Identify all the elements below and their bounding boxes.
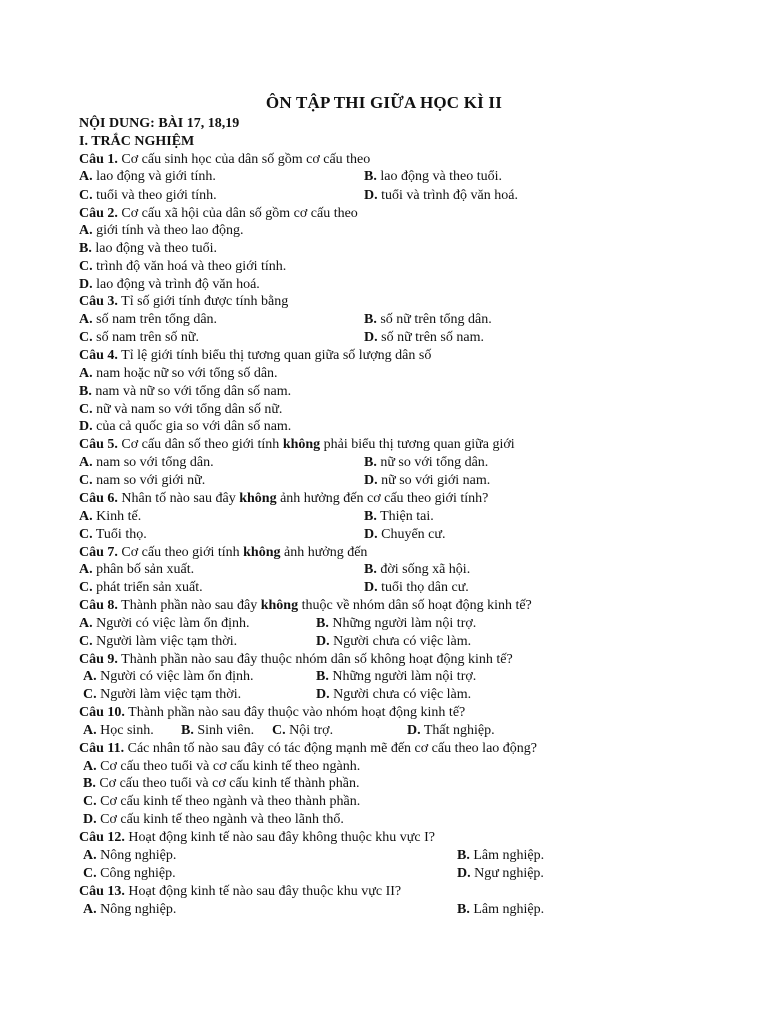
- question-label: Câu 10.: [79, 705, 125, 720]
- question-text: Hoạt động kinh tế nào sau đây không thuộc khu vực I?: [128, 830, 435, 845]
- question-label: Câu 1.: [79, 152, 118, 167]
- question-2: [79, 205, 358, 222]
- emphasis-word: không: [239, 491, 277, 506]
- question-text: Hoạt động kinh tế nào sau đây thuộc khu vực II?: [128, 884, 402, 899]
- option-a: A. nam hoặc nữ so với tổng số dân.: [79, 366, 278, 381]
- option-b: B. Cơ cấu theo tuổi và cơ cấu kinh tế thành phần.: [83, 776, 360, 791]
- option-c: C. Công nghiệp.: [83, 866, 176, 881]
- option-b: B. lao động và theo tuổi.: [364, 169, 503, 184]
- question-text: Cơ cấu sinh học của dân số gồm cơ cấu theo: [121, 152, 371, 167]
- option-c: C. phát triển sản xuất.: [79, 580, 203, 595]
- option-d: D. số nữ trên số nam.: [364, 330, 484, 345]
- emphasis-word: không: [282, 437, 321, 452]
- question-8: Câu 8. Thành phần nào sau đây không thuộc về nhóm dân số hoạt động kinh tế?: [79, 598, 532, 613]
- option-a: A. Kinh tế.: [79, 509, 142, 524]
- option-a: A. số nam trên tổng dân.: [79, 312, 218, 327]
- option-b: B. Lâm nghiệp.: [457, 902, 545, 917]
- question-4: [79, 347, 431, 364]
- section-heading: I. TRẮC NGHIỆM: [79, 134, 195, 149]
- option-c: C. nam so với giới nữ.: [79, 473, 206, 488]
- page-title: ÔN TẬP THI GIỮA HỌC KÌ II: [265, 93, 503, 112]
- option-a: A. Nông nghiệp.: [83, 902, 177, 917]
- question-text: Tỉ số giới tính được tính bằng: [121, 294, 289, 309]
- question-label: Câu 11.: [79, 741, 125, 756]
- option-d: D. Người chưa có việc làm.: [316, 634, 472, 649]
- question-text: Các nhân tố nào sau đây có tác động mạnh mẽ đến cơ cấu theo lao động?: [127, 741, 538, 756]
- option-b: B. nam và nữ so với tổng dân số nam.: [79, 384, 292, 399]
- option-a: A. giới tính và theo lao động.: [79, 223, 244, 238]
- option-b: B. Những người làm nội trợ.: [316, 616, 477, 631]
- option-a: A. lao động và giới tính.: [79, 169, 216, 184]
- option-b: B. Sinh viên.: [181, 723, 255, 738]
- option-c: C. Người làm việc tạm thời.: [79, 634, 238, 649]
- question-label: Câu 9.: [79, 652, 118, 667]
- question-label: Câu 8.: [79, 598, 118, 613]
- option-d: D. lao động và trình độ văn hoá.: [79, 277, 260, 292]
- question-13: [79, 883, 401, 900]
- question-label: Câu 4.: [79, 348, 118, 363]
- question-1: [79, 151, 370, 168]
- option-d: D. Thất nghiệp.: [407, 723, 495, 738]
- emphasis-word: không: [243, 545, 281, 560]
- question-text: Thành phần nào sau đây thuộc nhóm dân số không hoạt động kinh tế?: [121, 652, 513, 667]
- option-a: A. nam so với tổng dân.: [79, 455, 214, 470]
- question-10: [79, 704, 465, 721]
- option-c: C. Nội trợ.: [272, 723, 334, 738]
- option-d: D. nữ so với giới nam.: [364, 473, 491, 488]
- option-d: D. Chuyển cư.: [364, 527, 446, 542]
- option-a: A. Người có việc làm ổn định.: [83, 669, 254, 684]
- option-c: C. Cơ cấu kinh tế theo ngành và theo thành phần.: [83, 794, 361, 809]
- option-a: A. Học sinh.: [83, 723, 154, 738]
- option-a: A. Cơ cấu theo tuổi và cơ cấu kinh tế theo ngành.: [83, 759, 361, 774]
- option-c: C. Tuổi thọ.: [79, 527, 147, 542]
- question-label: Câu 7.: [79, 545, 118, 560]
- option-d: D. của cả quốc gia so với dân số nam.: [79, 419, 292, 434]
- option-b: B. Những người làm nội trợ.: [316, 669, 477, 684]
- emphasis-word: không: [260, 598, 299, 613]
- option-d: D. Ngư nghiệp.: [457, 866, 544, 881]
- question-3: [79, 293, 288, 310]
- option-c: C. Người làm việc tạm thời.: [83, 687, 242, 702]
- option-b: B. lao động và theo tuổi.: [79, 241, 218, 256]
- question-text: Cơ cấu xã hội của dân số gồm cơ cấu theo: [121, 206, 358, 221]
- question-11: [79, 740, 537, 757]
- option-d: D. tuổi và trình độ văn hoá.: [364, 188, 518, 203]
- option-c: C. số nam trên số nữ.: [79, 330, 199, 345]
- question-label: Câu 5.: [79, 437, 118, 452]
- option-b: B. Lâm nghiệp.: [457, 848, 545, 863]
- option-d: D. Người chưa có việc làm.: [316, 687, 472, 702]
- question-label: Câu 3.: [79, 294, 118, 309]
- question-label: Câu 12.: [79, 830, 125, 845]
- question-9: [79, 651, 513, 668]
- option-d: D. Cơ cấu kinh tế theo ngành và theo lãnh thổ.: [83, 812, 344, 827]
- option-b: B. đời sống xã hội.: [364, 562, 471, 577]
- option-c: C. trình độ văn hoá và theo giới tính.: [79, 259, 287, 274]
- question-label: Câu 2.: [79, 206, 118, 221]
- question-7: Câu 7. Cơ cấu theo giới tính không ảnh hưởng đến: [79, 545, 368, 560]
- option-d: D. tuổi thọ dân cư.: [364, 580, 469, 595]
- option-c: C. nữ và nam so với tổng dân số nữ.: [79, 402, 283, 417]
- question-text: Thành phần nào sau đây thuộc vào nhóm hoạt động kinh tế?: [128, 705, 466, 720]
- option-c: C. tuổi và theo giới tính.: [79, 188, 217, 203]
- question-label: Câu 6.: [79, 491, 118, 506]
- question-12: [79, 829, 435, 846]
- question-label: Câu 13.: [79, 884, 125, 899]
- question-6: Câu 6. Nhân tố nào sau đây không ảnh hưởng đến cơ cấu theo giới tính?: [79, 491, 489, 506]
- option-a: A. Người có việc làm ổn định.: [79, 616, 250, 631]
- option-b: B. Thiện tai.: [364, 509, 434, 524]
- option-a: A. Nông nghiệp.: [83, 848, 177, 863]
- question-5: Câu 5. Cơ cấu dân số theo giới tính không phải biểu thị tương quan giữa giới: [79, 437, 515, 452]
- content-heading: NỘI DUNG: BÀI 17, 18,19: [79, 116, 240, 131]
- option-a: A. phân bố sản xuất.: [79, 562, 195, 577]
- option-b: B. số nữ trên tổng dân.: [364, 312, 492, 327]
- question-text: Tỉ lệ giới tính biểu thị tương quan giữa số lượng dân số: [121, 348, 432, 363]
- option-b: B. nữ so với tổng dân.: [364, 455, 489, 470]
